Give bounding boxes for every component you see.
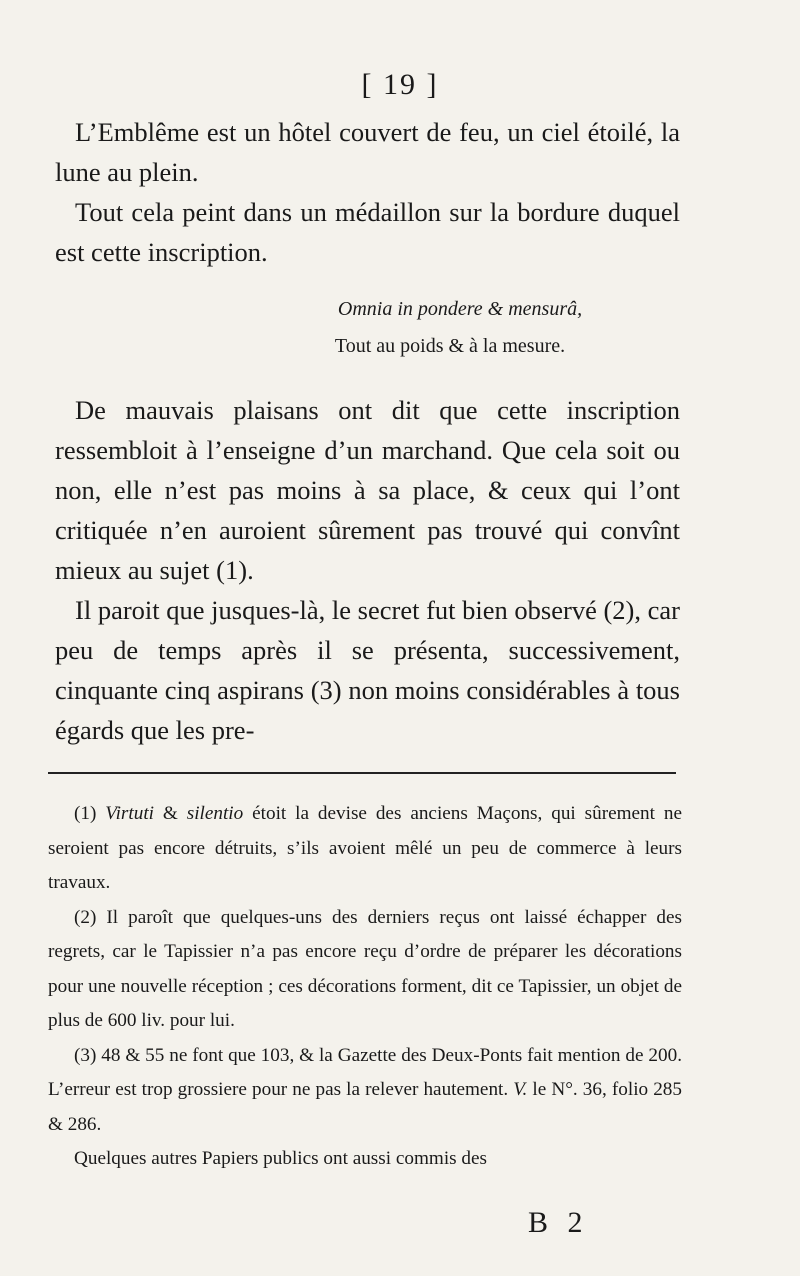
motto-latin-a: Omnia in pondere & — [337, 298, 509, 320]
motto-latin-b: mensurâ — [508, 298, 578, 320]
emblem-sentence: L’Emblême est un hôtel couvert de feu, un ciel étoilé, la lune au plein. — [55, 117, 680, 187]
footnote-1-virtuti: Virtuti — [105, 803, 154, 824]
footnote-3-text-b: le N°. 36, folio 285 & 286. — [48, 1079, 682, 1135]
footnote-1-silentio: silentio — [186, 803, 244, 824]
motto-french: Tout au poids & à la mesure. — [334, 335, 566, 357]
motto-latin — [60, 298, 800, 321]
footnote-3-text-a: (3) 48 & 55 ne font que 103, & la Gazette des Deux-Ponts fait mention de 200. L’erreur est trop grossiere pour ne pas la relever hautement. — [48, 1044, 682, 1100]
footnotes — [48, 797, 682, 1177]
footnote-3 — [48, 1039, 682, 1143]
inscription-sentence: Tout cela peint dans un médaillon sur la bordure duquel est cette inscription. — [55, 197, 680, 267]
footnote-divider — [48, 772, 676, 774]
paragraph-emblem — [55, 112, 680, 272]
page-number: [ 19 ] — [361, 68, 439, 101]
footnote-3-continuation: Quelques autres Papiers publics ont aussi commis des — [74, 1148, 487, 1169]
motto-latin-c: , — [577, 298, 583, 320]
footnote-2: (2) Il paroît que quelques-uns des derniers reçus ont laissé échapper des regrets, car le Tapissier n’a pas encore reçu d’ordre de préparer les décorations pour une nouvelle réception ; ces décorations forment, dit ce Tapissier, un objet de plus de 600 liv. pour lui. — [48, 906, 682, 1031]
footnote-1 — [48, 797, 682, 901]
paragraph-aspirants: Il paroit que jusques-là, le secret fut bien observé (2), car peu de temps après il se présenta, successivement, cinquante cinq aspirans (3) non moins considérables à tous égards que les pre- — [55, 595, 680, 745]
signature-mark: B 2 — [528, 1206, 589, 1239]
footnote-3-v: V. — [513, 1079, 528, 1100]
footnote-1-number: (1) — [74, 803, 106, 824]
paragraph-critics: De mauvais plaisans ont dit que cette inscription ressembloit à l’enseigne d’un marchand. Que cela soit ou non, elle n’est pas moins à sa place, & ceux qui l’ont critiquée n’en auroient sûrement pas trouvé qui convînt mieux au sujet (1). — [55, 395, 680, 585]
paragraph-main — [55, 390, 680, 750]
footnote-1-text: étoit la devise des anciens Maçons, qui sûrement ne seroient pas encore détruits, s’ils avoient mêlé un peu de commerce à leurs travaux. — [48, 803, 682, 893]
footnote-1-amp: & — [153, 803, 187, 824]
